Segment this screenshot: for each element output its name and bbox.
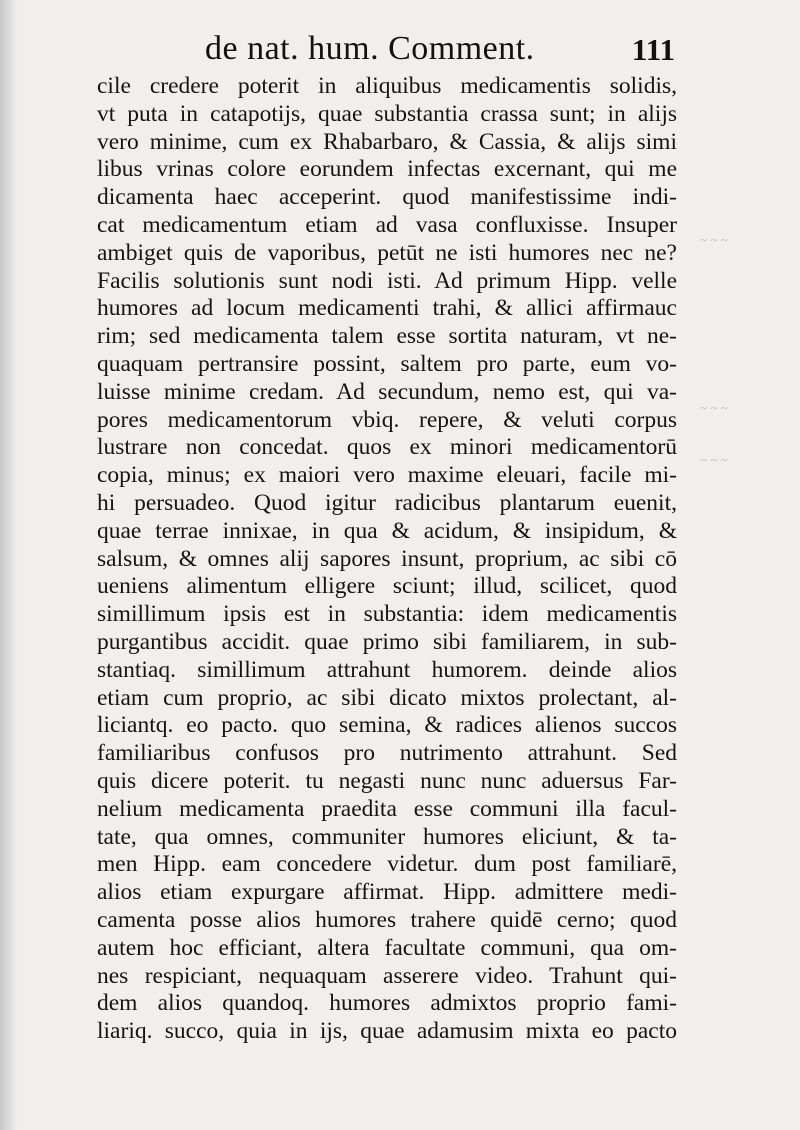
text-line: alios etiam expurgare affirmat. Hipp. admittere medi-: [97, 879, 677, 906]
text-line: dicamenta haec acceperint. quod manifestissime indi-: [97, 184, 677, 211]
show-through-mark: ~ ~ ~: [700, 400, 728, 415]
text-line: camenta posse alios humores trahere quidē cerno; quod: [97, 906, 677, 933]
text-line: etiam cum proprio, ac sibi dicato mixtos prolectant, al-: [97, 684, 677, 711]
running-head: de nat. hum. Comment.: [205, 30, 535, 67]
text-line: dem alios quandoq. humores admixtos proprio fami-: [97, 990, 677, 1017]
text-line: vt puta in catapotijs, quae substantia crassa sunt; in alijs: [97, 100, 677, 127]
text-line: salsum, & omnes alij sapores insunt, proprium, ac sibi cō: [97, 545, 677, 572]
text-line: nelium medicamenta praedita esse communi illa facul-: [97, 795, 677, 822]
text-line: rim; sed medicamenta talem esse sortita naturam, vt ne-: [97, 323, 677, 350]
text-line: cile credere poterit in aliquibus medicamentis solidis,: [97, 73, 677, 99]
text-line: familiaribus confusos pro nutrimento attrahunt. Sed: [97, 740, 677, 767]
text-line: ueniens alimentum elligere sciunt; illud, scilicet, quod: [97, 573, 677, 600]
text-line: liariq. succo, quia in ijs, quae adamusim mixta eo pacto: [97, 1018, 677, 1045]
text-line: vero minime, cum ex Rhabarbaro, & Cassia, & alijs simi: [97, 128, 677, 155]
text-line: quis dicere poterit. tu negasti nunc nunc aduersus Far-: [97, 767, 677, 794]
page-header: [205, 30, 675, 74]
text-line: quaquam pertransire possint, saltem pro parte, eum vo-: [97, 350, 677, 377]
show-through-mark: ~ ~ ~: [700, 232, 728, 247]
text-line: hi persuadeo. Quod igitur radicibus plantarum euenit,: [97, 489, 677, 516]
text-line: tate, qua omnes, communiter humores eliciunt, & ta-: [97, 823, 677, 850]
text-line: Facilis solutionis sunt nodi isti. Ad primum Hipp. velle: [97, 267, 677, 294]
page-gutter-shadow: [0, 0, 18, 1130]
text-line: cat medicamentum etiam ad vasa confluxisse. Insuper: [97, 211, 677, 238]
text-line: copia, minus; ex maiori vero maxime eleuari, facile mi-: [97, 462, 677, 489]
text-line: ambiget quis de vaporibus, petūt ne isti humores nec ne?: [97, 239, 677, 266]
text-line: liciantq. eo pacto. quo semina, & radices alienos succos: [97, 712, 677, 739]
text-line: autem hoc efficiant, altera facultate communi, qua om-: [97, 934, 677, 961]
text-line: men Hipp. eam concedere videtur. dum post familiarē,: [97, 851, 677, 878]
text-line: simillimum ipsis est in substantia: idem medicamentis: [97, 601, 677, 628]
text-line: pores medicamentorum vbiq. repere, & veluti corpus: [97, 406, 677, 433]
body-text: [97, 73, 677, 1046]
page-number: 111: [631, 32, 675, 67]
text-line: humores ad locum medicamenti trahi, & allici affirmauc: [97, 295, 677, 322]
text-line: lustrare non concedat. quos ex minori medicamentorū: [97, 434, 677, 461]
text-line: libus vrinas colore eorundem infectas excernant, qui me: [97, 156, 677, 183]
text-line: luisse minime credam. Ad secundum, nemo est, qui va-: [97, 378, 677, 405]
show-through-mark: ~ ~ ~: [700, 452, 728, 467]
text-line: nes respiciant, nequaquam asserere video. Trahunt qui-: [97, 962, 677, 989]
text-line: quae terrae innixae, in qua & acidum, & insipidum, &: [97, 517, 677, 544]
text-line: stantiaq. simillimum attrahunt humorem. deinde alios: [97, 656, 677, 683]
text-line: purgantibus accidit. quae primo sibi familiarem, in sub-: [97, 628, 677, 655]
